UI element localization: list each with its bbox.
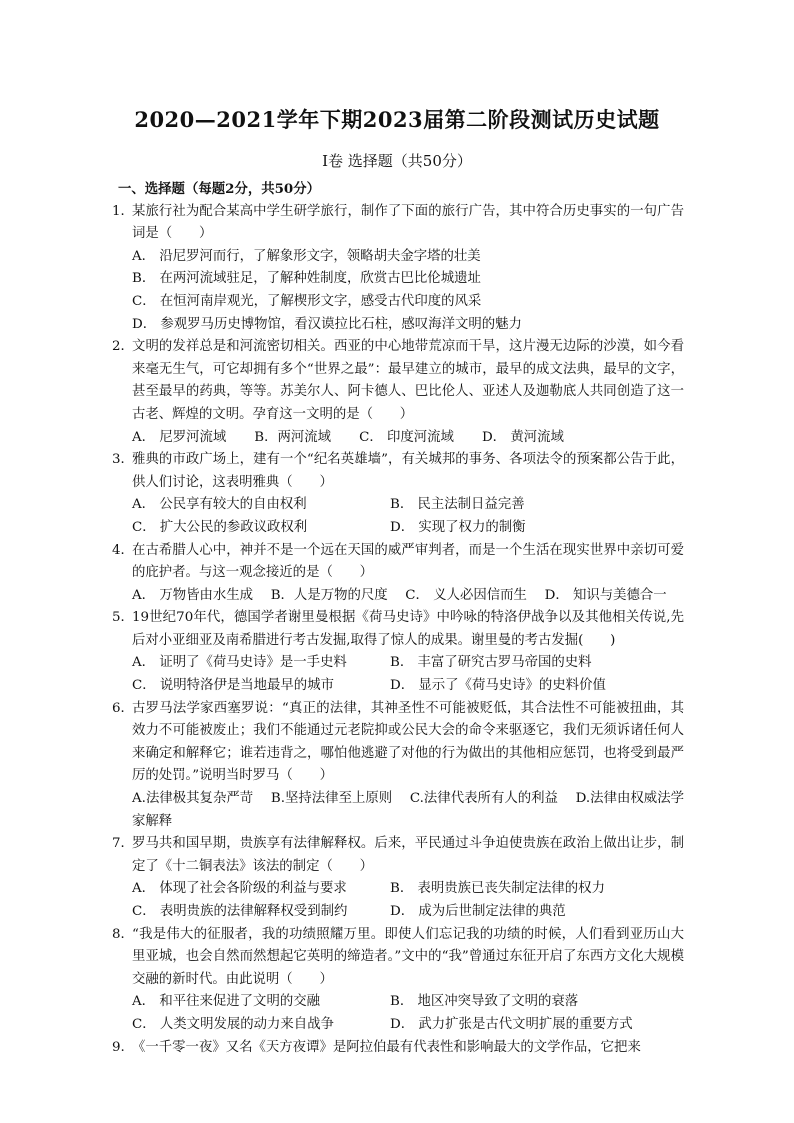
question-number: 7．	[112, 836, 134, 852]
question-7	[112, 833, 684, 923]
options	[132, 878, 684, 923]
option-b: B．两河流域	[254, 429, 332, 445]
question-number: 9.	[112, 1039, 125, 1055]
question-number: 5．	[112, 610, 134, 626]
question-1	[112, 201, 684, 337]
option-c: C． 在恒河南岸观光，了解楔形文字，感受古代印度的风采	[132, 293, 482, 309]
question-number: 1．	[112, 203, 134, 219]
option-b: B． 民主法制日益完善	[390, 497, 525, 513]
question-stem: 某旅行社为配合某高中学生研学旅行，制作了下面的旅行广告，其中符合历史事实的一句广告词是（ ）	[132, 203, 684, 242]
option-c: C． 表明贵族的法律解释权受到制约	[132, 904, 348, 919]
question-6	[112, 698, 684, 834]
option-d: D． 武力扩张是古代文明扩展的重要方式	[390, 1016, 633, 1032]
question-stem: 古罗马法学家西塞罗说：“真正的法律，其神圣性不可能被贬低，其合法性不可能被扭曲，其效力不可能被废止；我们不能通过元老院抑或公民大会的命令来驱逐它，我们无须诉诸任何人来确定和解释它；谁若违背之，哪怕他逃避了对他的行为做出的其他相应惩罚，也将受到最严厉的处罚。”说明当时罗马（ ）	[132, 700, 684, 784]
question-number: 6．	[112, 700, 134, 716]
option-a: A． 公民享有较大的自由权利	[132, 497, 307, 513]
options	[132, 991, 684, 1036]
question-4	[112, 540, 684, 608]
question-list	[112, 178, 684, 1059]
question-number: 2．	[112, 339, 134, 355]
option-b: B． 丰富了研究古罗马帝国的史料	[390, 655, 592, 671]
option-c: C． 人类文明发展的动力来自战争	[132, 1016, 334, 1032]
option-d: D． 黄河流域	[481, 429, 564, 445]
option-d: D． 显示了《荷马史诗》的史料价值	[390, 678, 606, 694]
question-stem: 文明的发祥总是和河流密切相关。西亚的中心地带荒凉而干旱，这片漫无边际的沙漠，如今看来毫无生气，可它却拥有多个“世界之最”：最早建立的城市，最早的成文法典，最早的文字，甚至最早的药典，等等。苏美尔人、阿卡德人、巴比伦人、亚述人及迦勒底人共同创造了这一古老、辉煌的文明。孕育这一文明的是（ ）	[132, 339, 684, 422]
option-d: D． 实现了权力的制衡	[390, 519, 526, 535]
question-number: 4．	[112, 542, 134, 558]
option-b: B． 在两河流域驻足，了解种姓制度，欣赏古巴比伦城遗址	[132, 271, 481, 287]
option-c: C． 扩大公民的参政议政权利	[132, 519, 308, 535]
question-stem: 雅典的市政广场上，建有一个“纪名英雄墙”，有关城邦的事务、各项法令的预案都公告于此，供人们讨论，这表明雅典（ ）	[132, 452, 684, 490]
options	[132, 494, 684, 539]
exam-title: 2020—2021学年下期2023届第二阶段测试历史试题	[134, 107, 660, 132]
options	[132, 246, 684, 336]
question-9	[112, 1037, 684, 1060]
section-heading: 一、选择题（每题2分，共50分）	[118, 181, 321, 197]
option-a: A． 证明了《荷马史诗》是一手史料	[132, 655, 347, 671]
option-d: D． 成为后世制定法律的典范	[390, 904, 566, 919]
options	[132, 427, 684, 450]
question-5	[112, 607, 684, 697]
option-b: B． 表明贵族已丧失制定法律的权力	[390, 881, 605, 897]
options-inline: A.法律极其复杂严苛 B.坚持法律至上原则 C.法律代表所有人的利益 D.法律由权威法学家解释	[132, 791, 684, 829]
question-stem: “我是伟大的征服者，我的功绩照耀万里。即使人们忘记我的功绩的时候，人们看到亚历山大里亚城，也会自然而然想起它英明的缔造者。”文中的“我”曾通过东征开启了东西方文化大规模交融的新时代。由此说明（ ）	[132, 926, 684, 987]
option-a: A． 沿尼罗河而行，了解象形文字，领略胡夫金字塔的壮美	[132, 248, 481, 264]
question-number: 3．	[112, 452, 134, 468]
question-3	[112, 449, 684, 539]
option-a: A． 体现了社会各阶级的利益与要求	[132, 881, 347, 897]
question-stem: 19世纪70年代，德国学者谢里曼根据《荷马史诗》中吟咏的特洛伊战争以及其他相关传说,先后对小亚细亚及南希腊进行考古发掘,取得了惊人的成果。谢里曼的考古发掘( )	[132, 610, 684, 648]
question-2	[112, 336, 684, 449]
option-c: C． 印度河流域	[359, 429, 454, 445]
question-number: 8．	[112, 926, 134, 942]
part-heading: I卷 选择题（共50分）	[322, 152, 472, 170]
question-stem: 罗马共和国早期，贵族享有法律解释权。后来，平民通过斗争迫使贵族在政治上做出让步，制定了《十二铜表法》该法的制定（ ）	[132, 836, 684, 874]
option-a: A． 和平往来促进了文明的交融	[132, 994, 321, 1010]
options	[132, 652, 684, 697]
question-8	[112, 924, 684, 1037]
question-stem: 在古希腊人心中，神并不是一个远在天国的威严审判者，而是一个生活在现实世界中亲切可爱的庇护者。与这一观念接近的是（ ）	[132, 542, 684, 581]
option-b: B． 地区冲突导致了文明的衰落	[390, 994, 579, 1010]
option-c: C． 说明特洛伊是当地最早的城市	[132, 678, 334, 694]
options-inline: A． 万物皆由水生成 B．人是万物的尺度 C． 义人必因信而生 D． 知识与美德合一	[132, 587, 667, 603]
option-d: D． 参观罗马历史博物馆，看汉谟拉比石柱，感叹海洋文明的魅力	[132, 316, 522, 332]
option-a: A． 尼罗河流域	[132, 429, 227, 445]
question-stem: 《一千零一夜》又名《天方夜谭》是阿拉伯最有代表性和影响最大的文学作品，它把来	[132, 1039, 641, 1055]
